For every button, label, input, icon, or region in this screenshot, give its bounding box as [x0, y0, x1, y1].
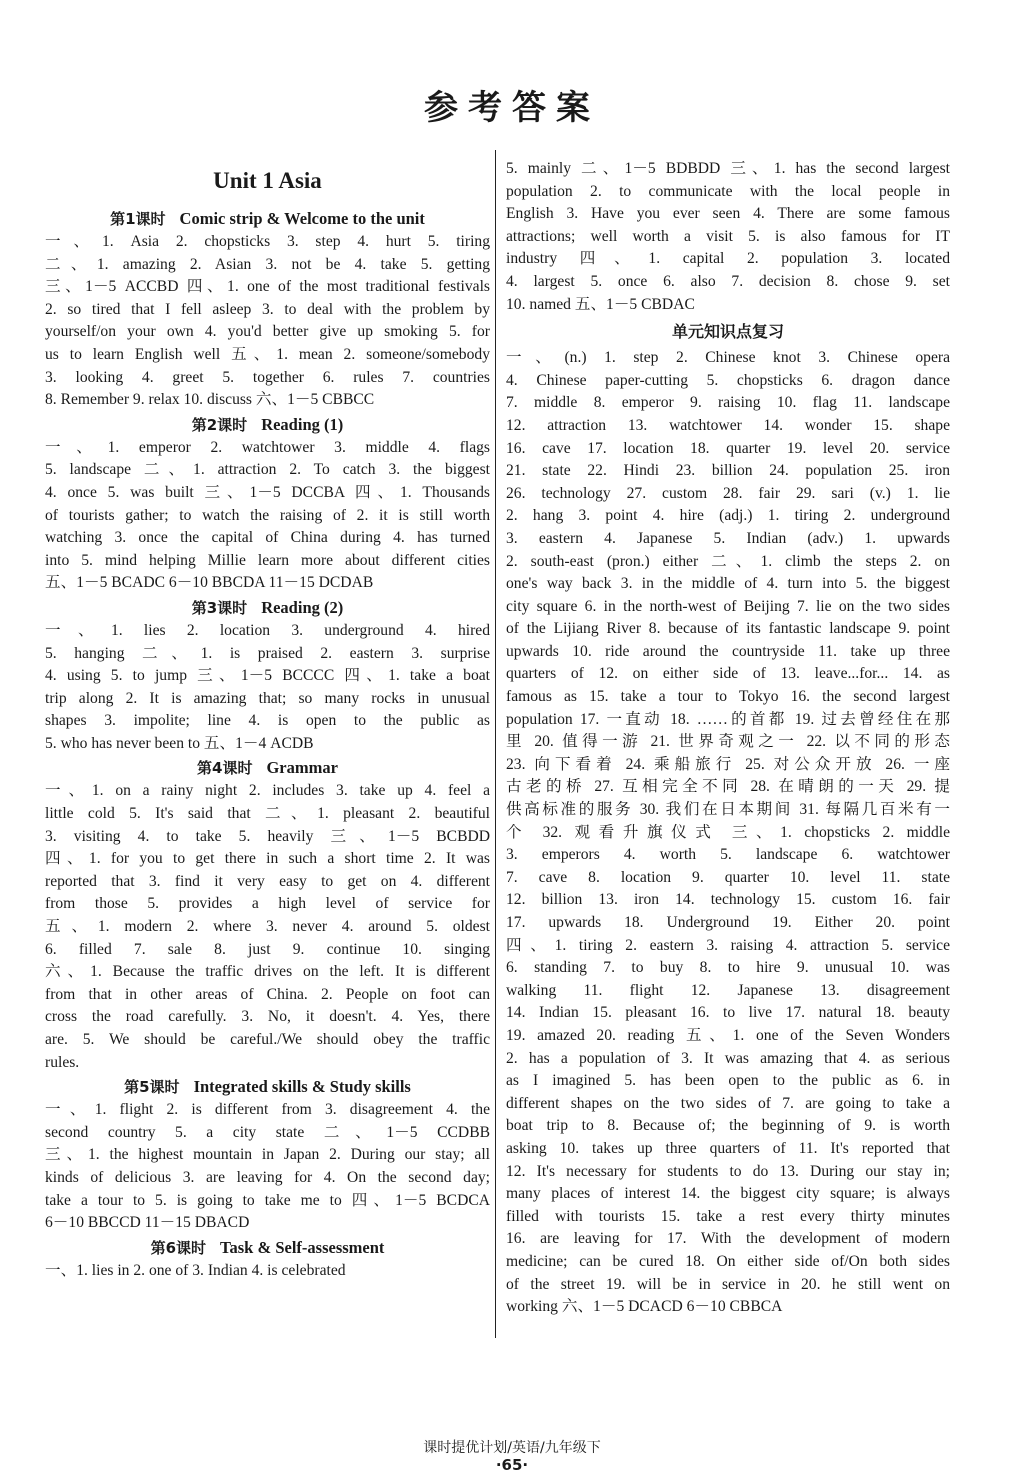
- answer-line: 2. south-east (pron.) either 二、1. climb the steps 2. on: [506, 552, 950, 570]
- answer-line: attractions; well worth a visit 5. is also famous for IT: [506, 227, 950, 245]
- answer-line: 7. cave 8. location 9. quarter 10. level 11. state: [506, 868, 950, 886]
- answer-line: one's way back 3. in the middle of 4. turn into 5. the biggest: [506, 575, 950, 593]
- lesson-heading: [45, 1235, 490, 1260]
- answer-line: 一、(n.) 1. step 2. Chinese knot 3. Chinese opera: [506, 349, 950, 367]
- answer-line: 17. upwards 18. Underground 19. Either 20. point: [506, 914, 950, 931]
- answer-line: 一、1. lies in 2. one of 3. Indian 4. is celebrated: [45, 1261, 346, 1279]
- page-number: ·65·: [495, 1456, 529, 1474]
- answer-line: English 3. Have you ever seen 4. There are some famous: [506, 205, 950, 223]
- answer-line: quarters of 12. on either side of 13. leave...for... 14. as: [506, 665, 950, 683]
- answer-line: 4. Chinese paper-cutting 5. chopsticks 6. dragon dance: [506, 371, 950, 389]
- lesson-answers: [45, 1099, 490, 1235]
- answer-line: from that in other areas of China. 2. People on foot can: [45, 985, 490, 1003]
- lesson-number: 第5课时: [124, 1078, 180, 1097]
- lesson-answers: [45, 1260, 490, 1283]
- column-divider: [495, 150, 496, 1338]
- answer-line: 古老的桥 27. 互相完全不同 28. 在晴朗的一天 29. 提: [506, 778, 950, 796]
- answer-line: watching 3. once the capital of China during 4. has turned: [45, 529, 490, 547]
- answer-line: 3. looking 4. greet 5. together 6. rules 7. countries: [45, 368, 490, 386]
- answer-line: 12. attraction 13. watchtower 14. wonder 15. shape: [506, 416, 950, 434]
- lesson-number: 第6课时: [150, 1238, 207, 1257]
- answer-line: shapes 3. impolite; line 4. is open to the public as: [45, 712, 490, 730]
- lesson-sections: [45, 206, 490, 1282]
- answer-line: city square 6. in the north-west of Beijing 7. lie on the two sides: [506, 597, 950, 615]
- answer-line: boat trip to 8. Because of; the beginning of 9. is worth: [506, 1117, 950, 1135]
- lesson-number: 第3课时: [191, 598, 248, 617]
- answer-line: 12. billion 13. iron 14. technology 15. custom 16. fair: [506, 891, 950, 909]
- answer-line: 3. visiting 4. to take 5. heavily 三、1－5 BCBDD: [45, 827, 490, 845]
- footer-book-title: 课时提优计划/英语/九年级下: [423, 1440, 601, 1456]
- answer-line: 5. hanging 二、1. is praised 2. eastern 3. surprise: [45, 644, 490, 662]
- answer-line: 4. largest 5. once 6. also 7. decision 8. chose 9. set: [506, 272, 950, 290]
- lesson-title: Integrated skills & Study skills: [193, 1077, 411, 1097]
- lesson-title: Comic strip & Welcome to the unit: [179, 209, 425, 228]
- answer-line: filled with tourists 15. take a rest every thirty minutes: [506, 1207, 950, 1225]
- answer-line: are. 5. We should be careful./We should obey the traffic: [45, 1031, 490, 1048]
- answer-line: 四、1. tiring 2. eastern 3. raising 4. attraction 5. service: [506, 936, 950, 954]
- answer-line: 四、1. for you to get there in such a short time 2. It was: [45, 850, 490, 868]
- lesson-heading: [45, 412, 490, 437]
- answer-line: 5. mainly 二、1－5 BDBDD 三、1. has the second largest: [506, 160, 950, 177]
- lesson-number: 第4课时: [197, 759, 253, 778]
- answer-line: reported that 3. find it very easy to get on 4. different: [45, 872, 490, 890]
- answer-line: 一、1. Asia 2. chopsticks 3. step 4. hurt 5. tiring: [45, 233, 490, 250]
- answer-line: 2. hang 3. point 4. hire (adj.) 1. tiring 2. underground: [506, 507, 950, 525]
- answer-line: 三、1－5 ACCBD 四、1. one of the most traditional festivals: [45, 278, 490, 296]
- answer-line: of tourists gather; to watch the raising of 2. it is still worth: [45, 506, 490, 524]
- answer-line: kinds of delicious 3. are leaving for 4. On the second day;: [45, 1168, 490, 1186]
- answer-line: 五、1. modern 2. where 3. never 4. around 5. oldest: [45, 918, 490, 936]
- answer-line: 2. so tired that I fell asleep 3. to deal with the problem by: [45, 300, 490, 318]
- unit-title: Unit 1 Asia: [213, 168, 322, 193]
- answer-line: 8. Remember 9. relax 10. discuss 六、1－5 CBBCC: [45, 391, 375, 409]
- answer-line: 一、1. on a rainy night 2. includes 3. take up 4. feel a: [45, 782, 490, 800]
- answer-line: of the Lijiang River 8. because of its fantastic landscape 9. point: [506, 620, 950, 638]
- lesson-title: Task & Self-assessment: [220, 1237, 385, 1257]
- review-answers: [506, 347, 950, 1319]
- answer-line: medicine; can be cured 18. On either side of/On both sides: [506, 1252, 950, 1270]
- answer-line: 二、1. amazing 2. Asian 3. not be 4. take 5. getting: [45, 255, 490, 273]
- right-column: [506, 158, 950, 1319]
- answer-line: from those 5. provides a high level of service for: [45, 895, 490, 913]
- left-column: [45, 158, 490, 1282]
- answer-line: cross the road carefully. 3. No, it doesn't. 4. Yes, there: [45, 1008, 490, 1026]
- answer-line: 10. named 五、1－5 CBDAC: [506, 295, 695, 313]
- answer-line: 三、1. the highest mountain in Japan 2. During our stay; all: [45, 1146, 490, 1164]
- answer-line: 2. has a population of 3. It was amazing that 4. as serious: [506, 1049, 950, 1067]
- answer-line: 一、1. lies 2. location 3. underground 4. hired: [45, 621, 490, 639]
- answer-line: upwards 10. ride around the countryside 11. take up three: [506, 642, 950, 660]
- answer-line: 五、1－5 BCADC 6－10 BBCDA 11－15 DCDAB: [45, 574, 374, 592]
- answer-line: 21. state 22. Hindi 23. billion 24. population 25. iron: [506, 462, 950, 480]
- answer-line: 3. emperors 4. worth 5. landscape 6. watchtower: [506, 846, 950, 864]
- answer-line: population 2. to communicate with the local people in: [506, 182, 950, 200]
- answer-line: working 六、1－5 DCACD 6－10 CBBCA: [506, 1298, 783, 1316]
- answer-line: us to learn English well 五、1. mean 2. someone/somebody: [45, 345, 490, 363]
- answer-line: 6. standing 7. to buy 8. to hire 9. unusual 10. was: [506, 959, 950, 977]
- lesson-number: 第1课时: [110, 210, 166, 228]
- lesson-title: Reading (2): [261, 597, 344, 617]
- answer-line: 19. amazed 20. reading 五、1. one of the Seven Wonders: [506, 1026, 950, 1044]
- answer-line: little cold 5. It's said that 二、1. pleasant 2. beautiful: [45, 805, 490, 823]
- answer-line: trip along 2. It is amazing that; so many rocks in unusual: [45, 689, 490, 707]
- answer-line: 6－10 BBCCD 11－15 DBACD: [45, 1214, 250, 1232]
- answer-line: 5. landscape 二、1. attraction 2. To catch 3. the biggest: [45, 461, 490, 479]
- answer-line: famous as 15. take a tour to Tokyo 16. the second largest: [506, 688, 950, 706]
- answer-line: population 17. 一直动 18. ……的首都 19. 过去曾经住在那: [506, 710, 950, 728]
- answer-line: take a tour to 5. is going to take me to 四、1－5 BCDCA: [45, 1191, 490, 1209]
- lesson-heading: [45, 206, 490, 231]
- answer-line: 里 20. 值得一游 21. 世界奇观之一 22. 以不同的形态: [506, 733, 950, 751]
- page-title: 参考答案: [424, 88, 600, 128]
- answer-line: different shapes on the two sides of 7. are going to take a: [506, 1094, 950, 1112]
- answer-line: 16. are leaving for 17. With the development of modern: [506, 1230, 950, 1248]
- answer-line: 个 32. 观看升旗仪式 三、1. chopsticks 2. middle: [506, 823, 950, 841]
- lesson-heading: [45, 595, 490, 620]
- answer-line: 4. once 5. was built 三、1－5 DCCBA 四、1. Thousands: [45, 483, 490, 501]
- lesson-title: Grammar: [266, 758, 338, 778]
- answer-line: 一、1. flight 2. is different from 3. disagreement 4. the: [45, 1101, 490, 1119]
- answer-line: 12. It's necessary for students to do 13. During our stay in;: [506, 1162, 950, 1180]
- continued-answers: [506, 158, 950, 316]
- answer-line: into 5. mind helping Millie learn more about different cities: [45, 551, 490, 569]
- answer-line: 7. middle 8. emperor 9. raising 10. flag 11. landscape: [506, 394, 950, 412]
- answer-line: 4. using 5. to jump 三、1－5 BCCCC 四、1. take a boat: [45, 667, 490, 685]
- answer-line: asking 10. takes up three quarters of 11. It's reported that: [506, 1139, 950, 1157]
- lesson-heading: [45, 755, 490, 780]
- answer-line: 六、1. Because the traffic drives on the left. It is different: [45, 963, 490, 981]
- answer-line: rules.: [45, 1053, 80, 1071]
- answer-line: many places of interest 14. the biggest city square; is always: [506, 1185, 950, 1203]
- answer-line: 供高标准的服务 30. 我们在日本期间 31. 每隔几百米有一: [506, 801, 950, 819]
- answer-line: industry 四、1. capital 2. population 3. located: [506, 250, 950, 268]
- lesson-title: Reading (1): [261, 414, 344, 434]
- lesson-answers: [45, 780, 490, 1074]
- answer-line: as I imagined 5. has been open to the public as 6. in: [506, 1072, 950, 1090]
- lesson-answers: [45, 231, 490, 412]
- answer-line: 26. technology 27. custom 28. fair 29. sari (v.) 1. lie: [506, 484, 950, 502]
- answer-line: 6. filled 7. sale 8. just 9. continue 10. singing: [45, 940, 490, 958]
- answer-line: 23. 向下看着 24. 乘船旅行 25. 对公众开放 26. 一座: [506, 755, 950, 773]
- lesson-heading: [45, 1074, 490, 1099]
- answer-line: second country 5. a city state 二、1－5 CCDBB: [45, 1123, 490, 1141]
- answer-line: 一、1. emperor 2. watchtower 3. middle 4. flags: [45, 438, 490, 456]
- answer-line: yourself/on your own 4. you'd better give up smoking 5. for: [45, 323, 490, 341]
- answer-line: of the street 19. will be in service in 20. he still went on: [506, 1275, 950, 1293]
- lesson-answers: [45, 437, 490, 595]
- answer-line: 14. Indian 15. pleasant 16. to live 17. natural 18. beauty: [506, 1004, 950, 1022]
- lesson-number: 第2课时: [191, 415, 248, 434]
- review-title: 单元知识点复习: [671, 322, 784, 342]
- answer-line: 5. who has never been to 五、1－4 ACDB: [45, 734, 314, 752]
- lesson-answers: [45, 620, 490, 756]
- answer-line: walking 11. flight 12. Japanese 13. disagreement: [506, 981, 950, 999]
- answer-line: 16. cave 17. location 18. quarter 19. level 20. service: [506, 439, 950, 457]
- answer-line: 3. eastern 4. Japanese 5. Indian (adv.) 1. upwards: [506, 529, 950, 547]
